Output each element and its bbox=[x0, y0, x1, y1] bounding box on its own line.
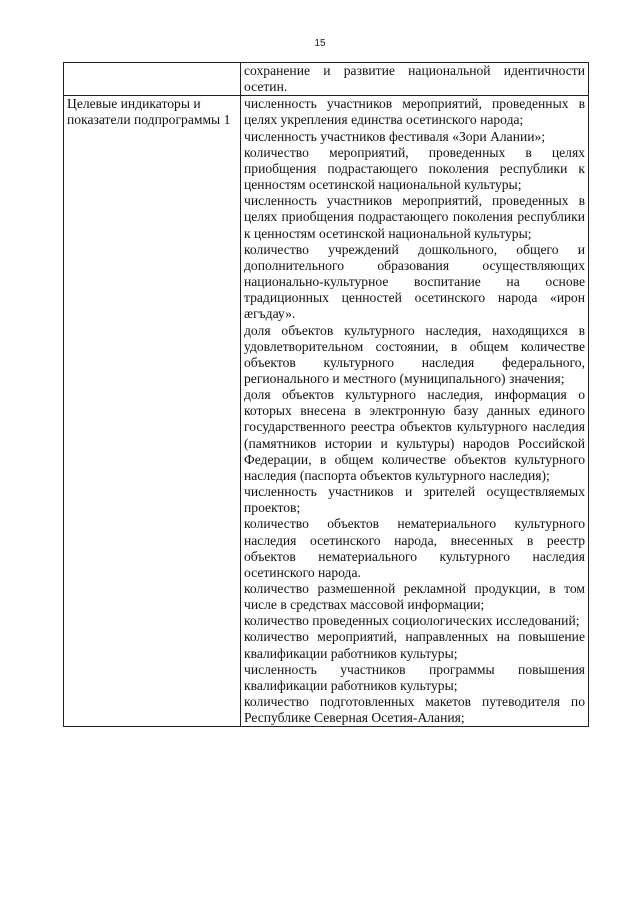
page-number: 15 bbox=[314, 38, 326, 49]
indicator-item: количество объектов нематериального культурного наследия осетинского народа, внесенных в реестр объектов нематериального культурного наследия осетинского народа. bbox=[244, 516, 585, 580]
row2-left-cell: Целевые индикаторы и показатели подпрограммы 1 bbox=[64, 96, 241, 727]
indicator-item: количество учреждений дошкольного, общего и дополнительного образования осуществляющих национально-культурное воспитание на основе традиционных ценностей осетинского народа «ирон æгъдау». bbox=[244, 241, 585, 322]
table-row bbox=[64, 96, 589, 727]
indicators-table bbox=[63, 62, 589, 727]
indicator-item: численность участников мероприятий, проведенных в целях приобщения подрастающего поколения республики к ценностям осетинской национальной культуры; bbox=[244, 193, 585, 241]
indicator-item: количество подготовленных макетов путеводителя по Республике Северная Осетия-Алания; bbox=[244, 694, 585, 726]
indicator-item: доля объектов культурного наследия, информация о которых внесена в электронную базу данных единого государственного реестра объектов культурного наследия (памятников истории и культуры) народов Российской Федерации, в общем количестве объектов культурного наследия (паспорта объектов культурного наследия); bbox=[244, 387, 585, 483]
indicator-item: количество мероприятий, проведенных в целях приобщения подрастающего поколения республики к ценностям осетинской национальной культуры; bbox=[244, 144, 585, 193]
row1-left-cell bbox=[64, 63, 241, 96]
indicator-item: доля объектов культурного наследия, находящихся в удовлетворительном состоянии, в общем количестве объектов культурного наследия федерального, регионального и местного (муниципального) значения; bbox=[244, 322, 585, 386]
indicator-item: количество размешенной рекламной продукции, в том числе в средствах массовой информации; bbox=[244, 581, 585, 613]
indicator-item: количество мероприятий, направленных на повышение квалификации работников культуры; bbox=[244, 629, 585, 661]
row2-right-cell bbox=[241, 96, 589, 727]
indicator-item: количество проведенных социологических исследований; bbox=[244, 613, 580, 629]
indicator-item: численность участников программы повышения квалификации работников культуры; bbox=[244, 661, 585, 693]
indicator-item: численность участников и зрителей осуществляемых проектов; bbox=[244, 484, 585, 516]
table-row bbox=[64, 63, 589, 96]
indicator-item: численность участников фестиваля «Зори Алании»; bbox=[244, 128, 546, 144]
indicator-item: численность участников мероприятий, проведенных в целях укрепления единства осетинского народа; bbox=[244, 96, 585, 128]
row1-right-cell: сохранение и развитие национальной идентичности осетин. bbox=[241, 63, 589, 96]
